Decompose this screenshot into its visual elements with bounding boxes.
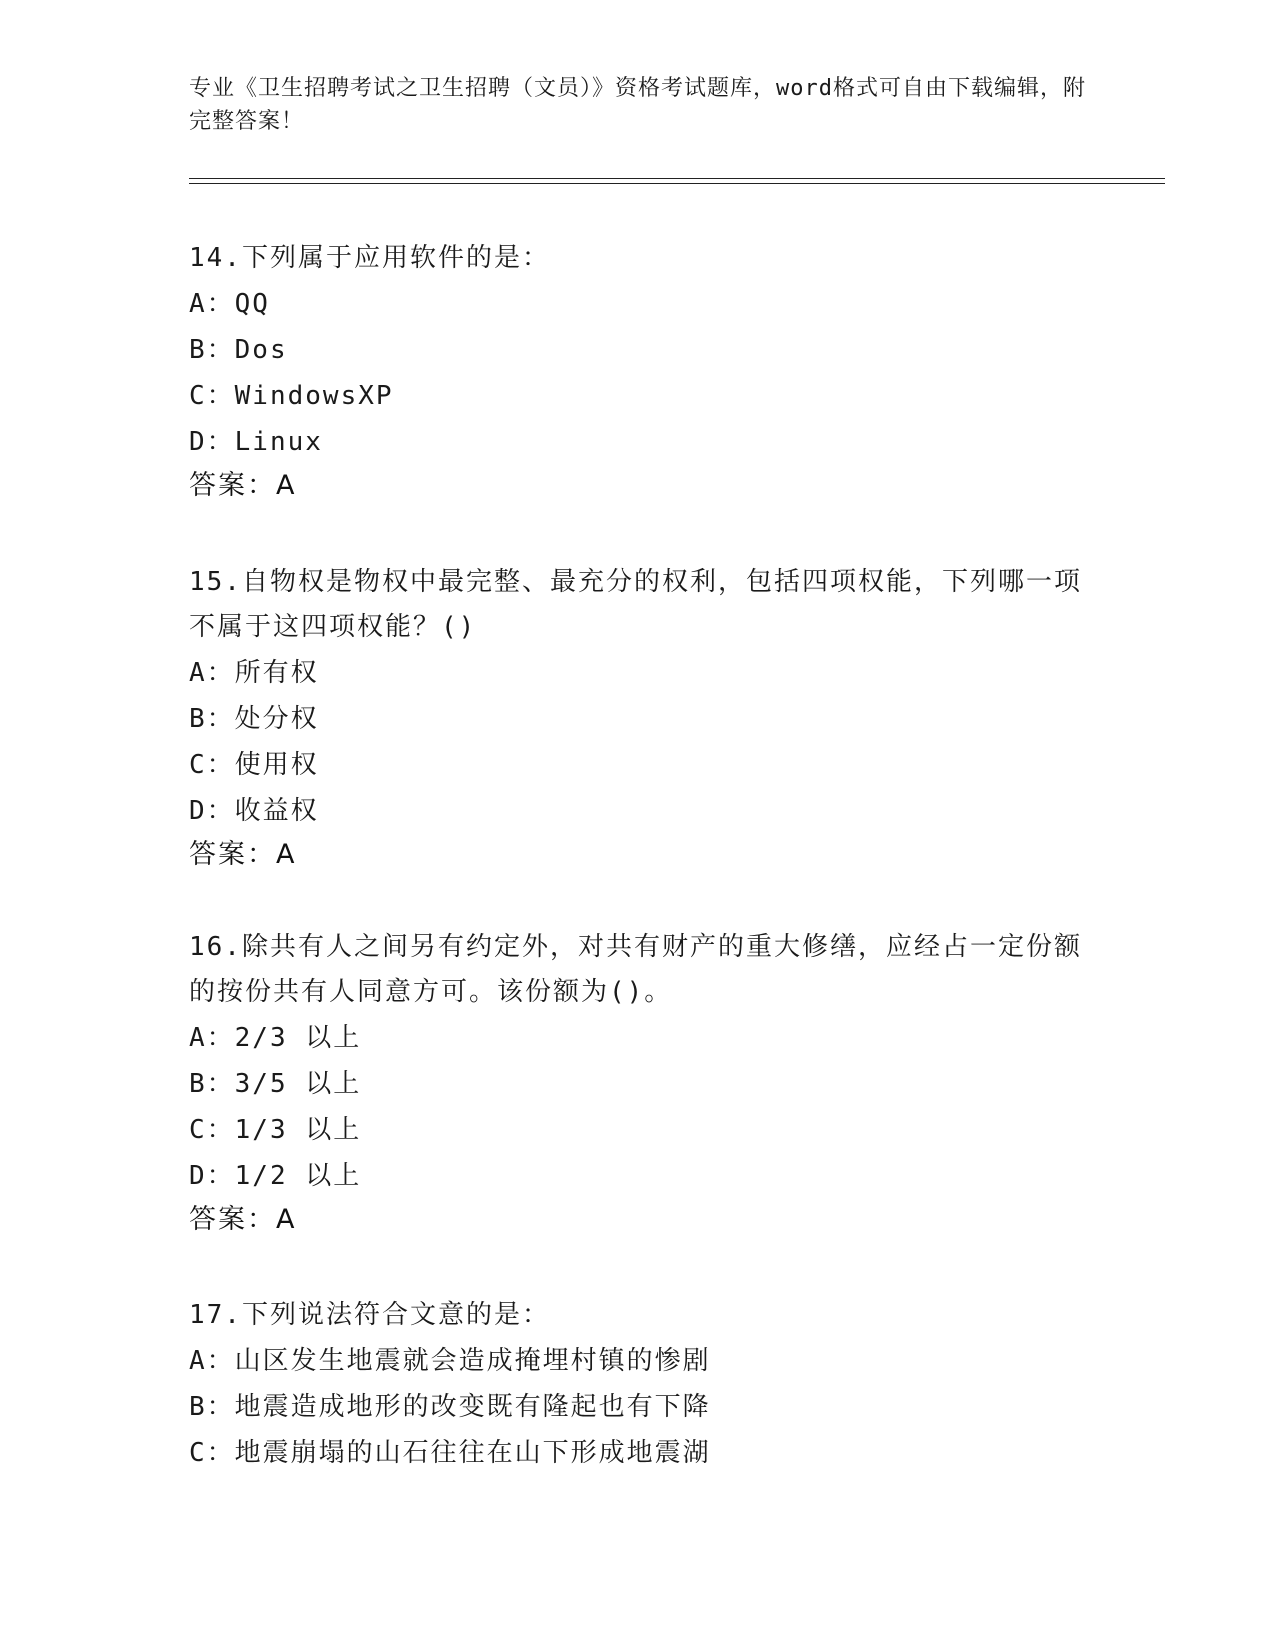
option-b: B：地震造成地形的改变既有隆起也有下降: [189, 1392, 711, 1422]
option-c: C：地震崩塌的山石往往在山下形成地震湖: [189, 1438, 711, 1468]
answer-line: 答案：A: [189, 470, 297, 501]
question-stem: 15.自物权是物权中最完整、最充分的权利，包括四项权能，下列哪一项不属于这四项权能？(): [189, 567, 1082, 642]
option-b: B：3/5 以上: [189, 1069, 362, 1099]
option-c: C：1/3 以上: [189, 1115, 362, 1145]
option-d: D：1/2 以上: [189, 1161, 362, 1191]
question-15: [189, 560, 1089, 876]
document-header: 专业《卫生招聘考试之卫生招聘（文员）》资格考试题库，word格式可自由下载编辑，附完整答案！: [189, 76, 1086, 134]
question-stem: 14.下列属于应用软件的是：: [189, 243, 550, 273]
answer-line: 答案：A: [189, 839, 297, 870]
header-divider-top: [189, 178, 1165, 179]
option-c: C：使用权: [189, 750, 319, 780]
option-d: D：Linux: [189, 427, 323, 457]
question-14: [189, 236, 1089, 507]
question-17: [189, 1293, 1089, 1476]
option-b: B：Dos: [189, 335, 288, 365]
header-divider-bottom: [189, 183, 1165, 184]
question-stem: 17.下列说法符合文意的是：: [189, 1300, 550, 1330]
option-b: B：处分权: [189, 704, 319, 734]
option-a: A：2/3 以上: [189, 1023, 362, 1053]
option-a: A：山区发生地震就会造成掩埋村镇的惨剧: [189, 1346, 711, 1376]
option-c: C：WindowsXP: [189, 381, 394, 411]
option-a: A：所有权: [189, 658, 319, 688]
question-stem: 16.除共有人之间另有约定外，对共有财产的重大修缮，应经占一定份额的按份共有人同意方可。该份额为()。: [189, 932, 1082, 1007]
option-a: A：QQ: [189, 289, 270, 319]
question-16: [189, 925, 1089, 1241]
option-d: D：收益权: [189, 796, 319, 826]
answer-line: 答案：A: [189, 1204, 297, 1235]
